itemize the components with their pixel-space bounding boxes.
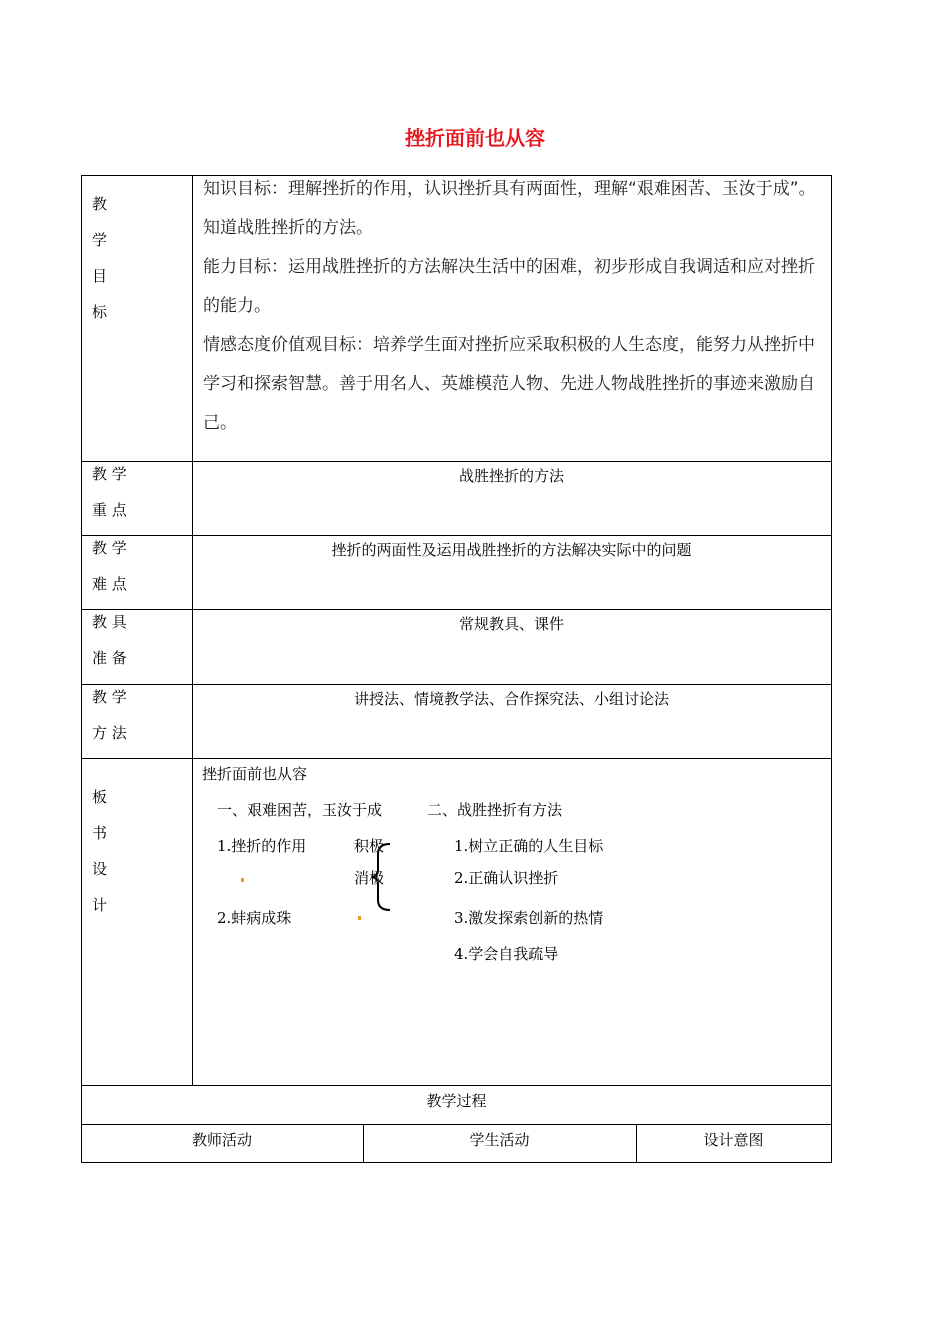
label-line: 重 点: [92, 501, 127, 519]
board-item-2: 2.蚌病成珠: [217, 909, 292, 927]
label-char: 书: [92, 824, 108, 842]
label-line: 难 点: [92, 575, 127, 593]
teaching-aids-value: 常规教具、课件: [458, 615, 564, 633]
board-positive: 积极: [354, 837, 385, 855]
teaching-aids-label: [92, 604, 127, 676]
board-method: 4.学会自我疏导: [454, 945, 559, 963]
mark-icon: [358, 916, 361, 920]
objectives-label: [92, 186, 107, 330]
label-char: 学: [92, 231, 108, 249]
mark-icon: [241, 878, 244, 882]
key-points-label: [92, 456, 127, 528]
label-char: 设: [92, 860, 108, 878]
knowledge-objective: 知识目标：理解挫折的作用，认识挫折具有两面性，理解“艰难困苦、玉汝于成”。知道战胜挫折的方法。: [203, 179, 816, 238]
label-line: 准 备: [92, 649, 127, 667]
label-line: 教 学: [92, 465, 127, 483]
label-char: 教: [92, 195, 108, 213]
board-negative: 消极: [354, 869, 385, 887]
process-heading: 教学过程: [426, 1092, 487, 1110]
board-section-2: 二、战胜挫折有方法: [427, 801, 563, 819]
objectives-content: [203, 170, 823, 443]
column-teacher: 教师活动: [191, 1131, 252, 1149]
key-points-value: 战胜挫折的方法: [458, 467, 564, 485]
board-item-1: 1.挫折的作用: [217, 837, 307, 855]
label-char: 板: [92, 788, 108, 806]
board-section-1: 一、艰难困苦，玉汝于成: [217, 801, 383, 819]
label-line: 方 法: [92, 724, 127, 742]
curly-brace-icon: [368, 842, 394, 912]
emotion-objective: 情感态度价值观目标：培养学生面对挫折应采取积极的人生态度，能努力从挫折中学习和探索智慧。善于用名人、英雄模范人物、先进人物战胜挫折的事迹来激励自己。: [203, 335, 815, 433]
label-char: 目: [92, 267, 108, 285]
difficulties-label: [92, 530, 127, 602]
column-intent: 设计意图: [703, 1131, 764, 1149]
methods-value: 讲授法、情境教学法、合作探究法、小组讨论法: [353, 690, 669, 708]
label-char: 标: [92, 303, 108, 321]
column-student: 学生活动: [469, 1131, 530, 1149]
label-line: 教 具: [92, 613, 127, 631]
difficulties-value: 挫折的两面性及运用战胜挫折的方法解决实际中的问题: [331, 541, 692, 559]
board-method: 1.树立正确的人生目标: [454, 837, 604, 855]
page-title: 挫折面前也从容: [405, 126, 545, 150]
board-label: [92, 779, 107, 923]
methods-label: [92, 679, 127, 751]
label-line: 教 学: [92, 688, 127, 706]
label-char: 计: [92, 896, 108, 914]
board-method: 3.激发探索创新的热情: [454, 909, 604, 927]
board-method: 2.正确认识挫折: [454, 869, 559, 887]
ability-objective: 能力目标：运用战胜挫折的方法解决生活中的困难，初步形成自我调适和应对挫折的能力。: [203, 257, 815, 316]
label-line: 教 学: [92, 539, 127, 557]
board-title: 挫折面前也从容: [202, 765, 308, 783]
